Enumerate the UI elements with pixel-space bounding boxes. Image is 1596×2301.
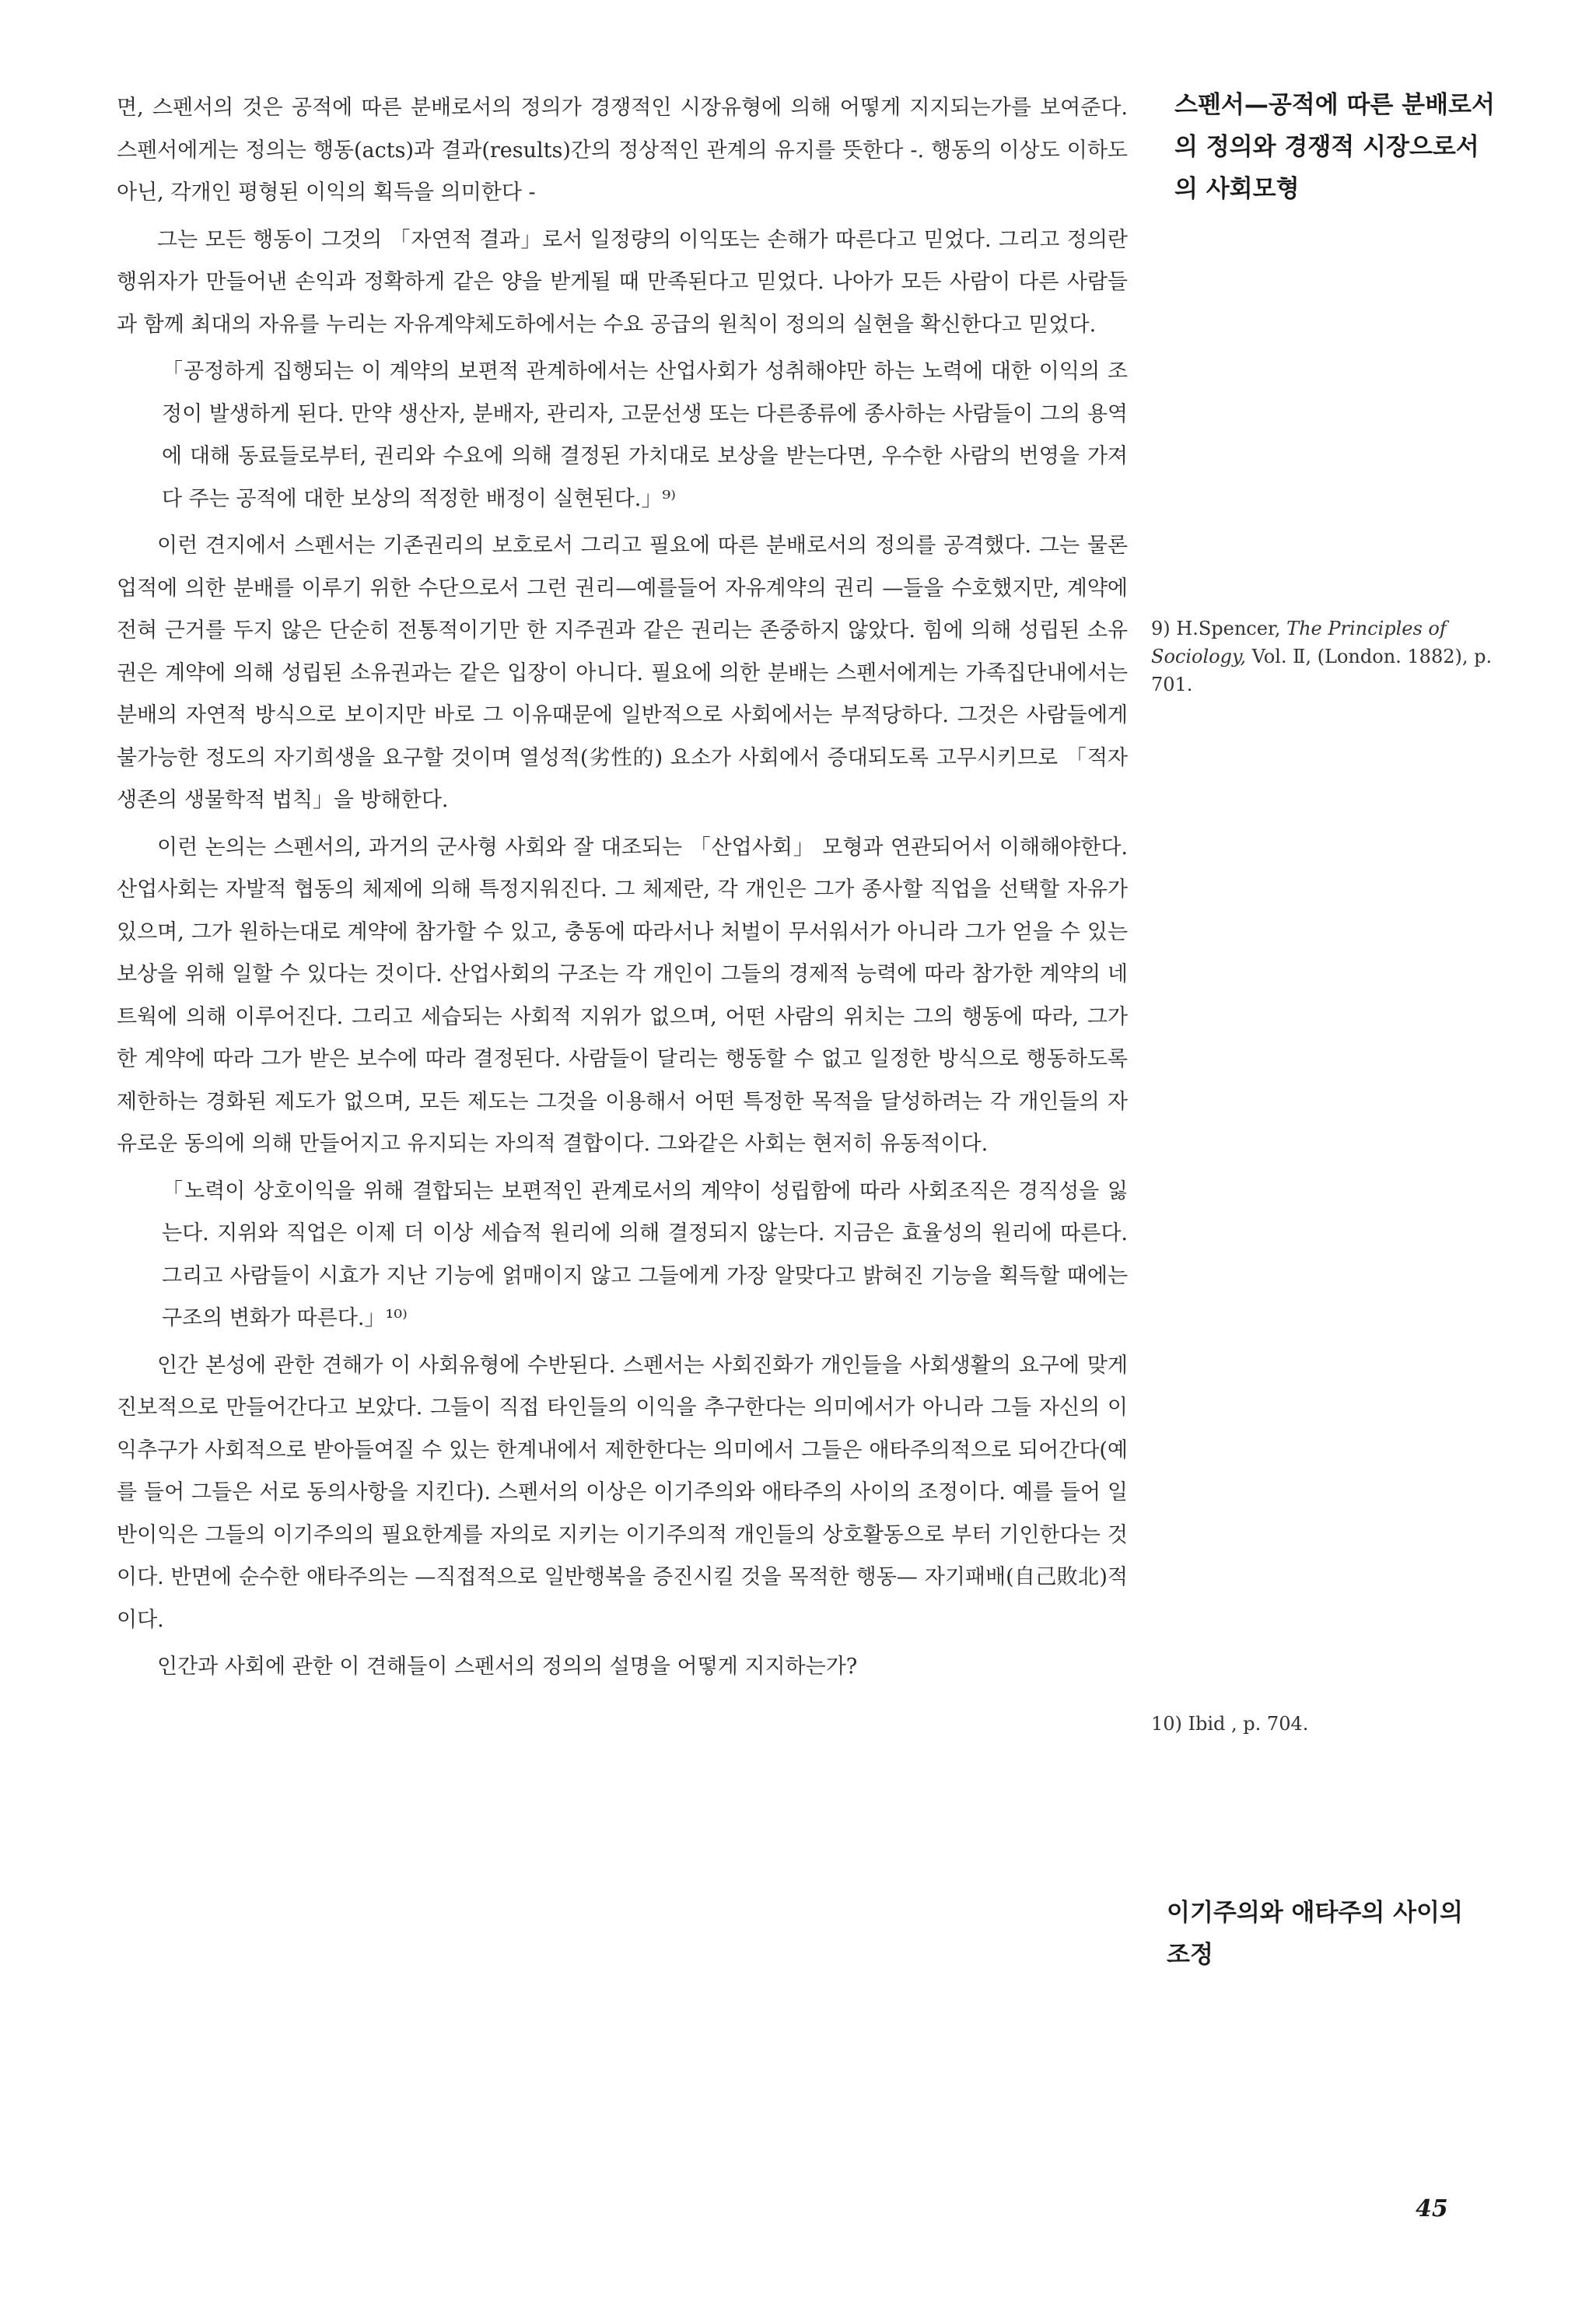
- block-quote-2: 「노력이 상호이익을 위해 결합되는 보편적인 관계로서의 계약이 성립함에 따라 사회조직은 경직성을 잃는다. 지위와 직업은 이제 더 이상 세습적 원리에 의해 결정되지 않는다. 지금은 효율성의 원리에 따른다. 그리고 사람들이 시효가 지난 기능에 얽매이지 않고 그들에게 가장 알맞다고 밝혀진 기능을 획득할 때에는 구조의 변화가 따른다.」¹⁰⁾: [162, 1179, 1128, 1330]
- side-heading-1: 스펜서—공적에 따른 분배로서의 정의와 경쟁적 시장으로서의 사회모형: [1174, 91, 1495, 203]
- paragraph-6: 인간과 사회에 관한 이 견해들이 스펜서의 정의의 설명을 어떻게 지지하는가?: [157, 1655, 858, 1679]
- page-number: 45: [1416, 2195, 1448, 2222]
- paragraph-2: 그는 모든 행동이 그것의 「자연적 결과」로서 일정량의 이익또는 손해가 따른다고 믿었다. 그리고 정의란 행위자가 만들어낸 손익과 정확하게 같은 양을 받게될 때 만족된다고 믿었다. 나아가 모든 사람이 다른 사람들과 함께 최대의 자유를 누리는 자유계약체도하에서는 수요 공급의 원칙이 정의의 실현을 확신한다고 믿었다.: [117, 227, 1128, 337]
- footnote-10: [1151, 1710, 1478, 1738]
- block-quote-1: 「공정하게 집행되는 이 계약의 보편적 관계하에서는 산업사회가 성취해야만 하는 노력에 대한 이익의 조정이 발생하게 된다. 만약 생산자, 분배자, 관리자, 고문선생 또는 다른종류에 종사하는 사람들이 그의 용역에 대해 동료들로부터, 권리와 수요에 의해 결정된 가치대로 보상을 받는다면, 우수한 사람의 번영을 가져다 주는 공적에 대한 보상의 적정한 배정이 실현된다.」⁹⁾: [162, 359, 1128, 511]
- footnote-9-number: 9): [1151, 618, 1171, 639]
- side-heading-2: 이기주의와 애타주의 사이의 조정: [1167, 1899, 1463, 1969]
- paragraph-3: 이런 견지에서 스펜서는 기존권리의 보호로서 그리고 필요에 따른 분배로서의 정의를 공격했다. 그는 물론 업적에 의한 분배를 이루기 위한 수단으로서 그런 권리—예를들어 자유계약의 권리 —들을 수호했지만, 계약에 전혀 근거를 두지 않은 단순히 전통적이기만 한 지주권과 같은 권리는 존중하지 않았다. 힘에 의해 성립된 소유권은 계약에 의해 성립된 소유권과는 같은 입장이 아니다. 필요에 의한 분배는 스펜서에게는 가족집단내에서는 분배의 자연적 방식으로 보이지만 바로 그 이유때문에 일반적으로 사회에서는 부적당하다. 그것은 사람들에게 불가능한 정도의 자기희생을 요구할 것이며 열성적(劣性的) 요소가 사회에서 증대되도록 고무시키므로 「적자생존의 생물학적 법칙」을 방해한다.: [117, 534, 1128, 812]
- footnote-10-text: 10) Ibid , p. 704.: [1151, 1713, 1309, 1735]
- main-text-column: [117, 87, 1128, 1689]
- footnote-9-title: The Principles of Sociology,: [1151, 618, 1447, 667]
- footnote-9: [1151, 615, 1493, 699]
- footnote-9-details: Vol. Ⅱ, (London. 1882), p. 701.: [1151, 646, 1493, 695]
- paragraph-5: 인간 본성에 관한 견해가 이 사회유형에 수반된다. 스펜서는 사회진화가 개인들을 사회생활의 요구에 맞게 진보적으로 만들어간다고 보았다. 그들이 직접 타인들의 이익을 추구한다는 의미에서가 아니라 그들 자신의 이익추구가 사회적으로 받아들여질 수 있는 한계내에서 제한한다는 의미에서 그들은 애타주의적으로 되어간다(예를 들어 그들은 서로 동의사항을 지킨다). 스펜서의 이상은 이기주의와 애타주의 사이의 조정이다. 예를 들어 일반이익은 그들의 이기주의의 필요한계를 자의로 지키는 이기주의적 개인들의 상호활동으로 부터 기인한다는 것이다. 반면에 순수한 애타주의는 —직접적으로 일반행복을 증진시킬 것을 목적한 행동— 자기패배(自己敗北)적이다.: [117, 1353, 1128, 1632]
- margin-heading-egoism: [1167, 1892, 1493, 1976]
- footnote-9-author: H.Spencer,: [1176, 618, 1281, 639]
- paragraph-1: 면, 스펜서의 것은 공적에 따른 분배로서의 정의가 경쟁적인 시장유형에 의해 어떻게 지지되는가를 보여준다. 스펜서에게는 정의는 행동(acts)과 결과(results)간의 정상적인 관계의 유지를 뜻한다 -. 행동의 이상도 이하도 아닌, 각개인 평형된 이익의 획득을 의미한다 -: [117, 96, 1128, 205]
- paragraph-4: 이런 논의는 스펜서의, 과거의 군사형 사회와 잘 대조되는 「산업사회」 모형과 연관되어서 이해해야한다. 산업사회는 자발적 협동의 체제에 의해 특정지워진다. 그 체제란, 각 개인은 그가 종사할 직업을 선택할 자유가 있으며, 그가 원하는대로 계약에 참가할 수 있고, 충동에 따라서나 처벌이 무서워서가 아니라 그가 얻을 수 있는 보상을 위해 일할 수 있다는 것이다. 산업사회의 구조는 각 개인이 그들의 경제적 능력에 따라 참가한 계약의 네트웍에 의해 이루어진다. 그리고 세습되는 사회적 지위가 없으며, 어떤 사람의 위치는 그의 행동에 따라, 그가 한 계약에 따라 그가 받은 보수에 따라 결정된다. 사람들이 달리는 행동할 수 없고 일정한 방식으로 행동하도록 제한하는 경화된 제도가 없으며, 모든 제도는 그것을 이용해서 어떤 특정한 목적을 달성하려는 각 개인들의 자유로운 동의에 의해 만들어지고 유지되는 자의적 결합이다. 그와같은 사회는 현저히 유동적이다.: [117, 835, 1128, 1156]
- margin-heading-spencer: [1174, 84, 1501, 210]
